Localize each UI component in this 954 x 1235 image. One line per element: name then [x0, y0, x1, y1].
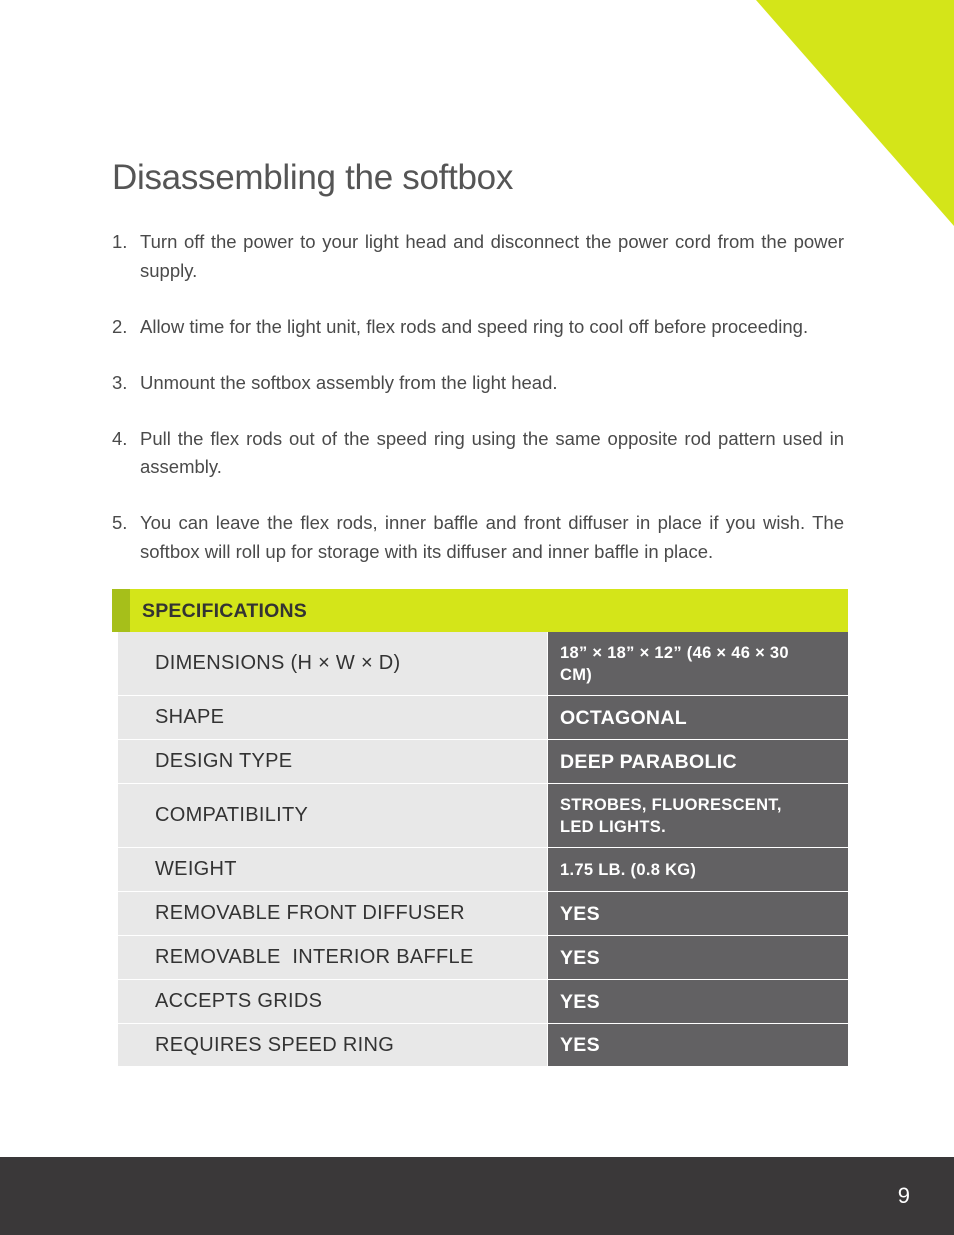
page-footer	[0, 1157, 954, 1235]
table-row	[118, 1024, 848, 1066]
step-number: 3.	[112, 371, 128, 393]
spec-value: 18” × 18” × 12” (46 × 46 × 30 CM)	[548, 632, 848, 695]
spec-value: OCTAGONAL	[548, 696, 848, 739]
list-item	[112, 313, 844, 342]
list-item	[112, 369, 844, 398]
spec-label: SHAPE	[118, 696, 547, 739]
spec-value: 1.75 LB. (0.8 KG)	[548, 848, 848, 891]
specifications-table	[112, 589, 848, 1066]
specifications-header	[112, 589, 848, 632]
step-number: 2.	[112, 315, 128, 337]
table-row	[118, 696, 848, 740]
spec-label: WEIGHT	[118, 848, 547, 891]
table-row	[118, 740, 848, 784]
table-row	[118, 632, 848, 696]
spec-label: REMOVABLE INTERIOR BAFFLE	[118, 936, 547, 979]
table-row	[118, 980, 848, 1024]
step-number: 4.	[112, 427, 128, 449]
list-item	[112, 425, 844, 482]
table-row	[118, 784, 848, 848]
step-text: Pull the flex rods out of the speed ring using the same opposite rod pattern used in assembly.	[140, 427, 844, 477]
spec-label: COMPATIBILITY	[118, 784, 547, 847]
spec-label: REMOVABLE FRONT DIFFUSER	[118, 892, 547, 935]
list-item	[112, 509, 844, 566]
table-row	[118, 848, 848, 892]
spec-value: STROBES, FLUORESCENT, LED LIGHTS.	[548, 784, 848, 847]
step-text: You can leave the flex rods, inner baffle and front diffuser in place if you wish. The softbox will roll up for storage with its diffuser and inner baffle in place.	[140, 512, 844, 562]
spec-label: DIMENSIONS (H × W × D)	[118, 632, 547, 695]
spec-label: REQUIRES SPEED RING	[118, 1024, 547, 1066]
spec-label: ACCEPTS GRIDS	[118, 980, 547, 1023]
step-number: 5.	[112, 512, 128, 533]
spec-value: YES	[548, 936, 848, 979]
step-text: Turn off the power to your light head and disconnect the power cord from the power supply.	[140, 231, 844, 281]
spec-value: DEEP PARABOLIC	[548, 740, 848, 783]
spec-value: YES	[548, 1024, 848, 1066]
steps-list	[112, 228, 844, 566]
spec-value: YES	[548, 980, 848, 1023]
step-text: Unmount the softbox assembly from the light head.	[140, 371, 558, 393]
header-accent-bar	[112, 589, 130, 632]
page-title: Disassembling the softbox	[112, 158, 514, 197]
specifications-title: SPECIFICATIONS	[142, 600, 307, 622]
list-item	[112, 228, 844, 285]
step-text: Allow time for the light unit, flex rods and speed ring to cool off before proceeding.	[140, 315, 809, 337]
table-row	[118, 892, 848, 936]
corner-accent-triangle	[754, 0, 954, 226]
step-number: 1.	[112, 231, 128, 252]
spec-label: DESIGN TYPE	[118, 740, 547, 783]
table-row	[118, 936, 848, 980]
spec-value: YES	[548, 892, 848, 935]
page-number: 9	[897, 1183, 910, 1208]
